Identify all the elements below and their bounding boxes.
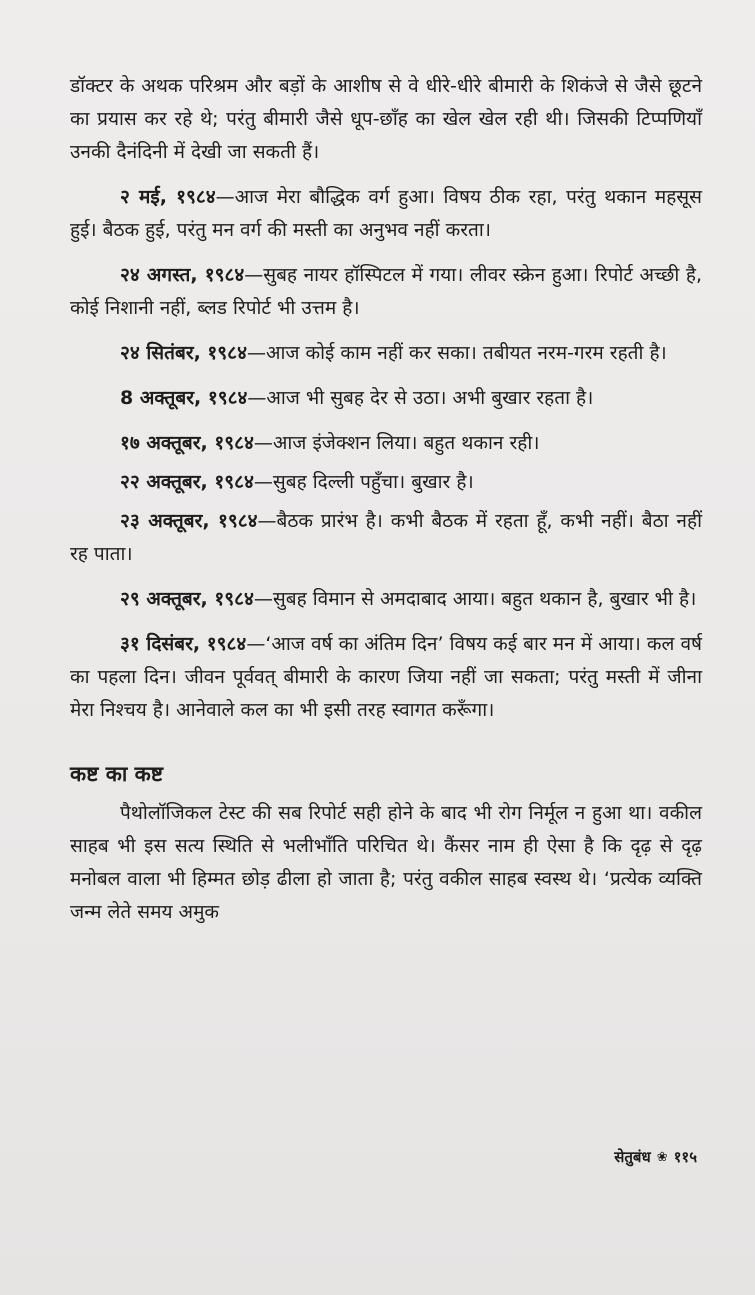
- entry-text: —सुबह विमान से अमदाबाद आया। बहुत थकान है, बुखार भी है।: [253, 588, 697, 610]
- entry-text: —सुबह नायर हॉस्पिटल में गया। लीवर स्क्रेन हुआ। रिपोर्ट अच्छी है, कोई निशानी नहीं, ब्लड रिपोर्ट भी उत्तम है।: [70, 264, 702, 319]
- diary-entry: [70, 259, 702, 325]
- entry-text: —आज इंजेक्शन लिया। बहुत थकान रही।: [253, 432, 540, 454]
- entry-text: —आज भी सुबह देर से उठा। अभी बुखार रहता है।: [247, 387, 594, 409]
- paragraph-text: डॉक्टर के अथक परिश्रम और बड़ों के आशीष से वे धीरे-धीरे बीमारी के शिकंजे से जैसे छूटने का प्रयास कर रहे थे; परंतु बीमारी जैसे धूप-छाँह का खेल खेल रही थी। जिसकी टिप्पणियाँ उनकी दैनंदिनी में देखी जा सकती हैं।: [70, 75, 702, 163]
- diary-entry: [70, 628, 702, 727]
- diary-entry: [70, 505, 702, 571]
- entry-date: २३ अक्तूबर, १९८४: [120, 510, 258, 532]
- page-footer: [614, 1147, 697, 1167]
- intro-paragraph: [70, 70, 702, 169]
- diary-entry: [70, 583, 702, 616]
- entry-date: 8 अक्तूबर, १९८४: [120, 387, 248, 409]
- entry-text: —सुबह दिल्ली पहुँचा। बुखार है।: [253, 471, 474, 493]
- entry-date: २४ अगस्त, १९८४: [120, 264, 245, 286]
- entry-date: ३१ दिसंबर, १९८४: [120, 633, 247, 655]
- entry-text: —‘आज वर्ष का अंतिम दिन’ विषय कई बार मन में आया। कल वर्ष का पहला दिन। जीवन पूर्ववत् बीमारी के कारण जिया नहीं जा सकता; परंतु मस्ती में जीना मेरा निश्चय है। आनेवाले कल का भी इसी तरह स्वागत करूँगा।: [70, 633, 703, 721]
- diary-entry: [70, 466, 702, 499]
- diary-entry: [70, 181, 702, 247]
- entry-text: —आज कोई काम नहीं कर सका। तबीयत नरम-गरम रहती है।: [246, 342, 667, 364]
- body-text: [70, 70, 702, 941]
- entry-text: —आज मेरा बौद्धिक वर्ग हुआ। विषय ठीक रहा, परंतु थकान महसूस हुई। बैठक हुई, परंतु मन वर्ग की मस्ती का अनुभव नहीं करता।: [70, 186, 702, 241]
- entry-text: —बैठक प्रारंभ है। कभी बैठक में रहता हूँ, कभी नहीं। बैठा नहीं रह पाता।: [70, 510, 702, 565]
- entry-date: २ मई, १९८४: [120, 186, 216, 208]
- paragraph-text: पैथोलॉजिकल टेस्ट की सब रिपोर्ट सही होने के बाद भी रोग निर्मूल न हुआ था। वकील साहब भी इस सत्य स्थिति से भलीभाँति परिचित थे। कैंसर नाम ही ऐसा है कि दृढ़ से दृढ़ मनोबल वाला भी हिम्मत छोड़ ढीला हो जाता है; परंतु वकील साहब स्वस्थ थे। ‘प्रत्येक व्यक्ति जन्म लेते समय अमुक: [70, 802, 702, 923]
- diary-entry: [70, 382, 702, 415]
- entry-date: १७ अक्तूबर, १९८४: [120, 432, 254, 454]
- diary-entry: [70, 337, 702, 370]
- section-paragraph: [70, 797, 702, 929]
- diary-entry: [70, 427, 702, 460]
- entry-date: २४ सितंबर, १९८४: [120, 342, 247, 364]
- flower-ornament-icon: ❀: [656, 1149, 668, 1165]
- book-title: सेतुबंध: [614, 1148, 651, 1166]
- entry-date: २९ अक्तूबर, १९८४: [120, 588, 254, 610]
- section-heading: कष्ट का कष्ट: [70, 762, 163, 786]
- page-number: ११५: [673, 1148, 697, 1166]
- entry-date: २२ अक्तूबर, १९८४: [120, 471, 254, 493]
